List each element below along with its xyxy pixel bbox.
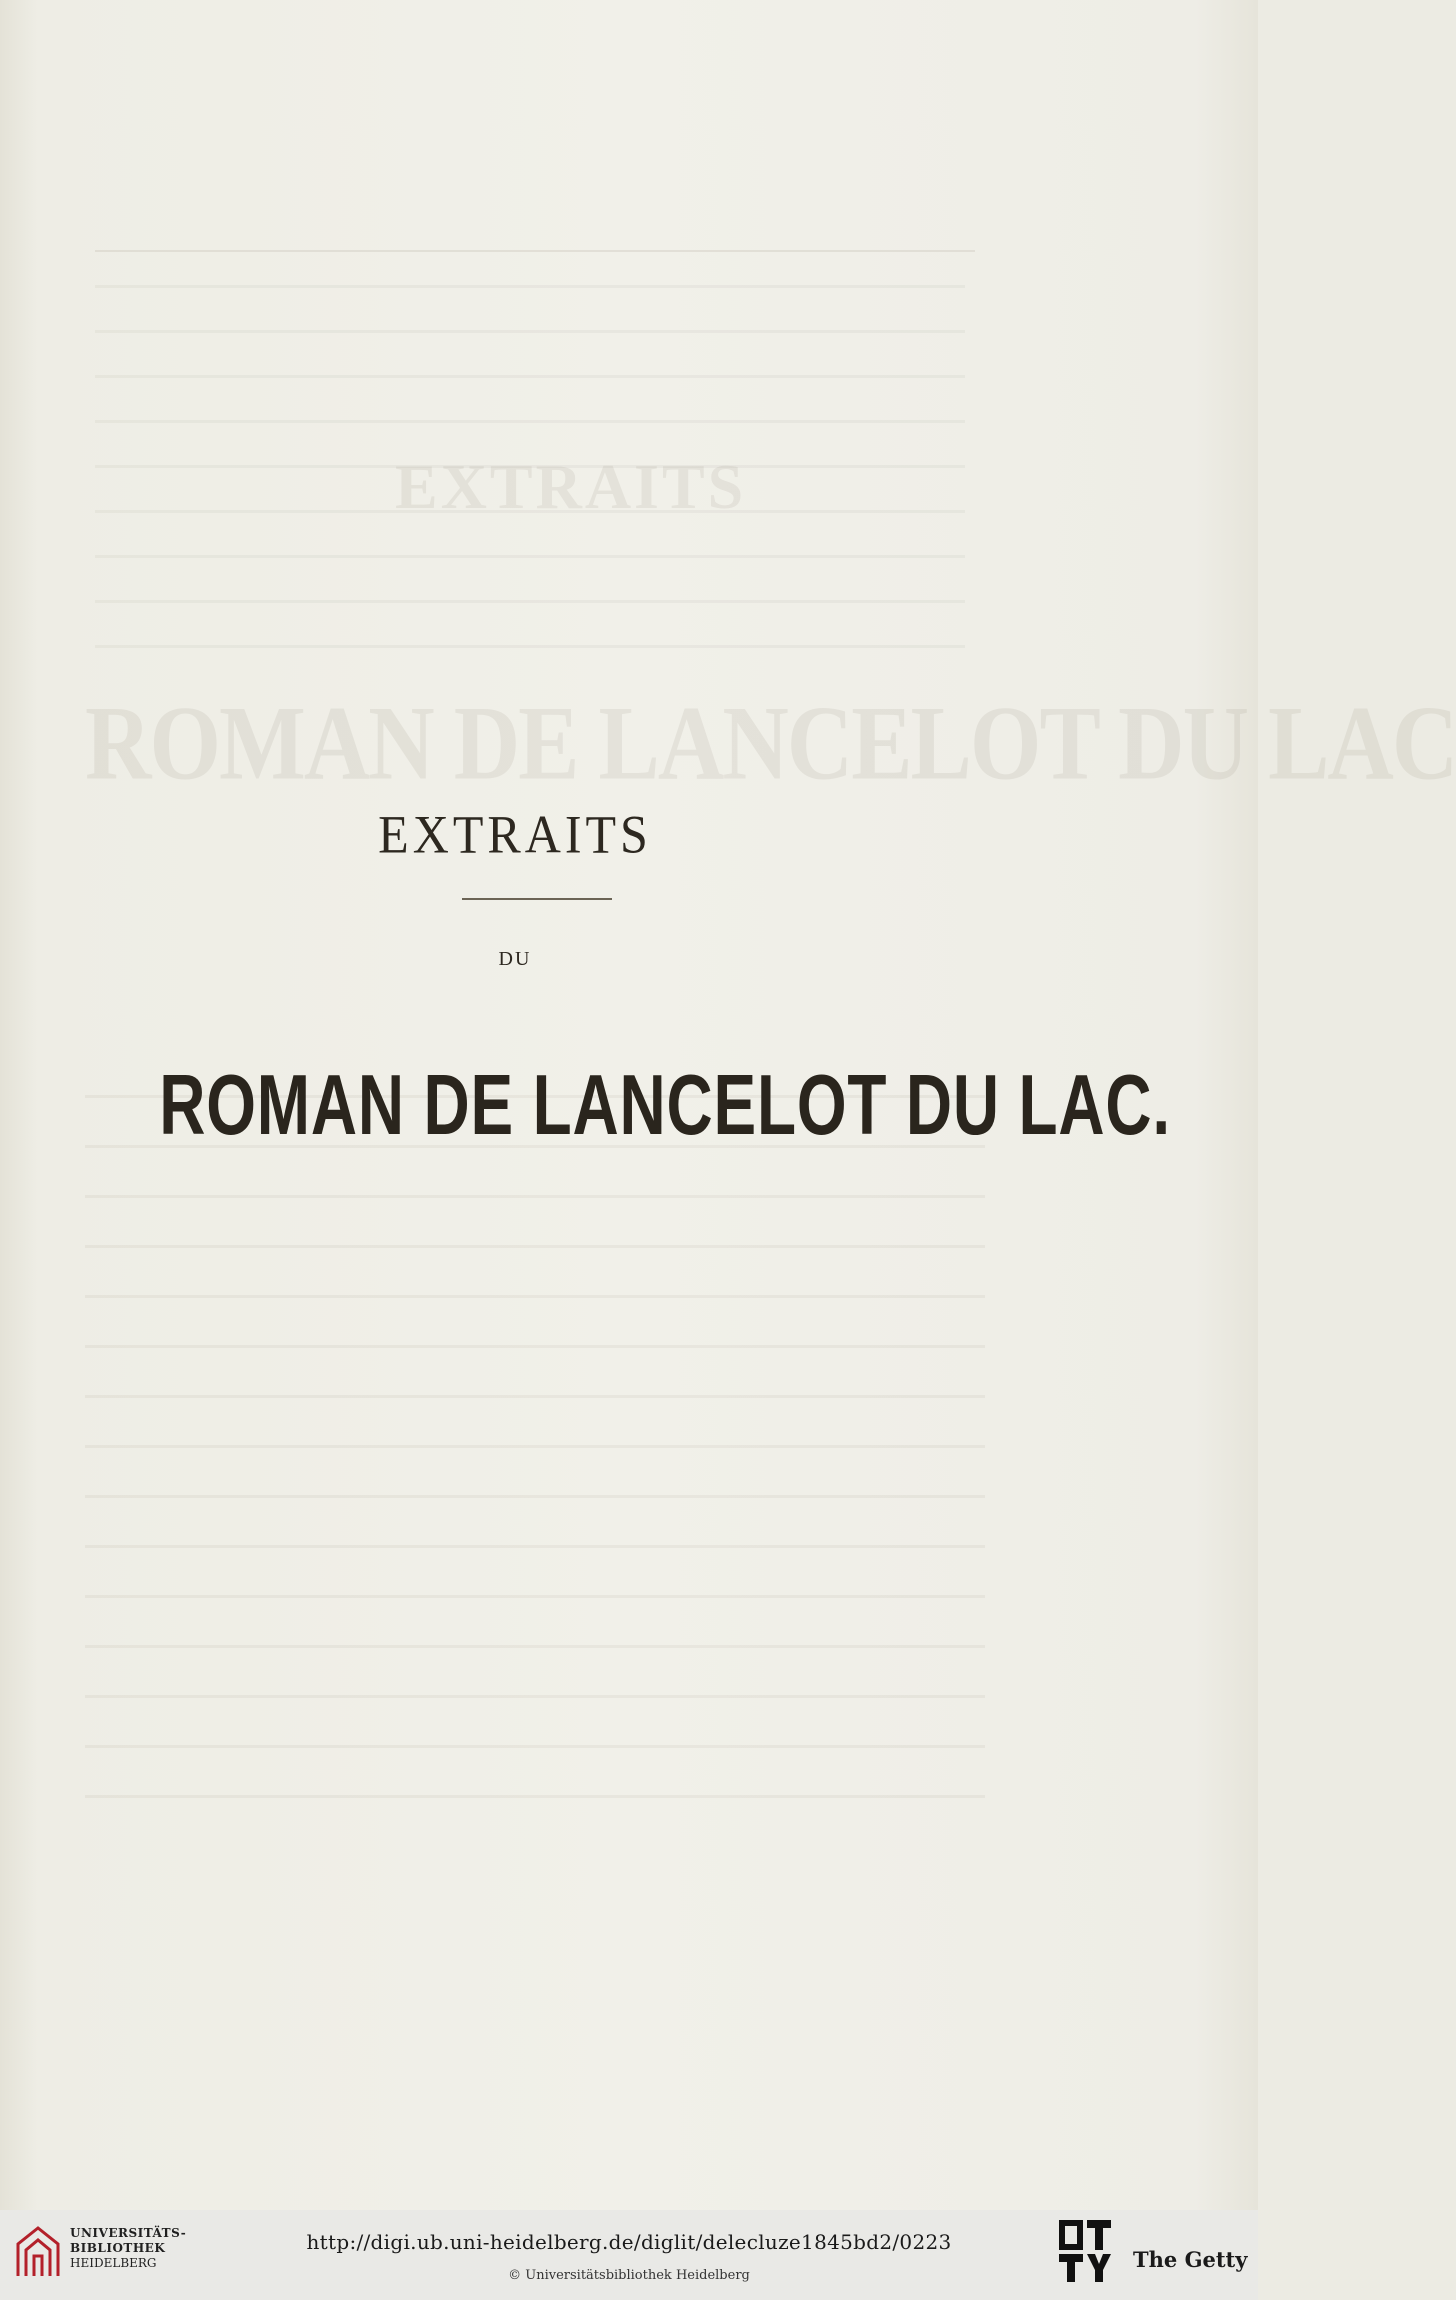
institution-line-2: BIBLIOTHEK: [70, 2241, 166, 2255]
permalink-url[interactable]: http://digi.ub.uni-heidelberg.de/diglit/delecluze1845bd2/0223: [306, 2230, 952, 2254]
show-through-heading: EXTRAITS: [395, 451, 747, 522]
page-connector: DU: [498, 948, 532, 970]
institution-line-3: HEIDELBERG: [70, 2256, 157, 2270]
page-heading: EXTRAITS: [378, 803, 652, 865]
show-through-rule: [95, 250, 975, 252]
institution-line-1: UNIVERSITÄTS-: [70, 2226, 187, 2240]
show-through-title: ROMAN DE LANCELOT DU LAC: [85, 684, 1456, 802]
partner-name: The Getty: [1133, 2247, 1248, 2272]
page-title: ROMAN DE LANCELOT DU LAC.: [159, 1056, 1172, 1153]
getty-logo-icon: [1057, 2218, 1113, 2284]
copyright-notice: © Universitätsbibliothek Heidelberg: [508, 2268, 750, 2283]
heading-divider: [462, 898, 612, 900]
show-through-text-body: [85, 1095, 985, 1845]
